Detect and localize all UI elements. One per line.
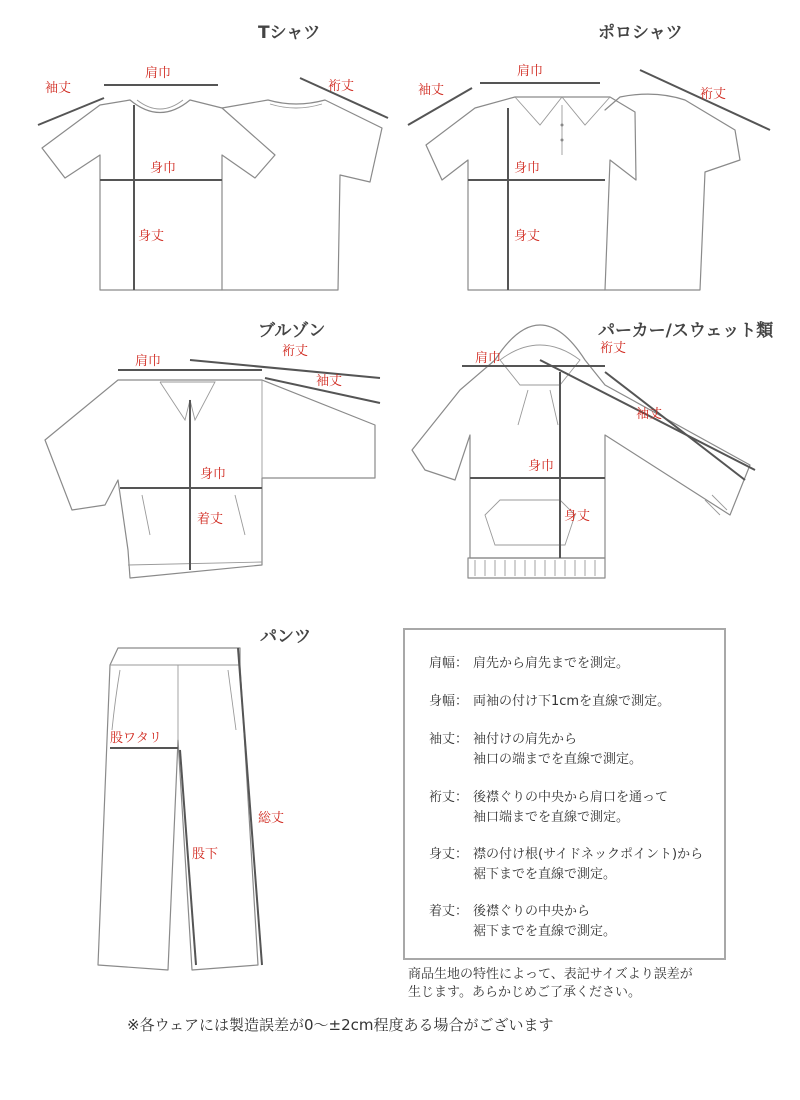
tshirt-sleeve-label: 袖丈 — [45, 81, 72, 96]
polo-diagram — [400, 0, 800, 300]
note-shoulder: 肩幅： 肩先から肩先までを測定。 — [429, 656, 630, 671]
polo-title: ポロシャツ — [598, 23, 683, 43]
hoodie-sleeve-label: 袖丈 — [636, 407, 663, 422]
hoodie-yuki-label: 裄丈 — [600, 341, 627, 356]
blouson-diagram — [0, 300, 400, 600]
fabric-footnote: 商品生地の特性によって、表記サイズより誤差が 生じます。あらかじめご了承ください。 — [408, 967, 693, 1000]
blouson-chest-label: 身巾 — [200, 467, 227, 482]
tshirt-diagram — [0, 0, 400, 300]
blouson-title: ブルゾン — [258, 321, 326, 341]
tshirt-length-label: 身丈 — [138, 229, 165, 244]
blouson-yuki-label: 裄丈 — [282, 344, 309, 359]
polo-shoulder-label: 肩巾 — [517, 64, 544, 79]
measurement-notes-box — [403, 628, 726, 960]
hoodie-length-label: 身丈 — [564, 509, 591, 524]
pants-outseam-line — [238, 648, 262, 965]
hoodie-diagram — [400, 300, 800, 600]
blouson-shoulder-label: 肩巾 — [135, 354, 162, 369]
hoodie-sleeve-line — [605, 372, 745, 480]
tshirt-title: Tシャツ — [258, 23, 321, 43]
note-body-length: 身丈： 襟の付け根(サイドネックポイント)から 裾下までを直線で測定。 — [429, 847, 704, 882]
pants-outseam-label: 総丈 — [258, 811, 285, 826]
note-yuki: 裄丈： 後襟ぐりの中央から肩口を通って 袖口端までを直線で測定。 — [429, 790, 669, 825]
blouson-length-label: 着丈 — [197, 512, 224, 527]
tshirt-chest-label: 身巾 — [150, 161, 177, 176]
hoodie-shoulder-label: 肩巾 — [475, 351, 502, 366]
hoodie-title: パーカー/スウェット類 — [598, 321, 774, 341]
polo-chest-label: 身巾 — [514, 161, 541, 176]
pants-inseam-label: 股下 — [192, 847, 219, 862]
manufacturing-disclaimer: ※各ウェアには製造誤差が0～±2cm程度ある場合がございます — [127, 1016, 554, 1034]
pants-title: パンツ — [260, 627, 311, 647]
polo-length-label: 身丈 — [514, 229, 541, 244]
hoodie-chest-label: 身巾 — [528, 459, 555, 474]
note-garment-length: 着丈： 後襟ぐりの中央から 裾下までを直線で測定。 — [429, 904, 617, 939]
polo-sleeve-label: 袖丈 — [418, 83, 445, 98]
note-chest: 身幅： 両袖の付け下1cmを直線で測定。 — [429, 694, 671, 709]
note-sleeve: 袖丈： 袖付けの肩先から 袖口の端までを直線で測定。 — [429, 732, 643, 767]
pants-diagram — [0, 600, 400, 1000]
pants-thigh-label: 股ワタリ — [110, 731, 162, 746]
polo-yuki-label: 裄丈 — [700, 87, 727, 102]
tshirt-shoulder-label: 肩巾 — [145, 66, 172, 81]
tshirt-sleeve-line — [38, 98, 104, 125]
tshirt-yuki-label: 裄丈 — [328, 79, 355, 94]
blouson-sleeve-label: 袖丈 — [316, 374, 343, 389]
